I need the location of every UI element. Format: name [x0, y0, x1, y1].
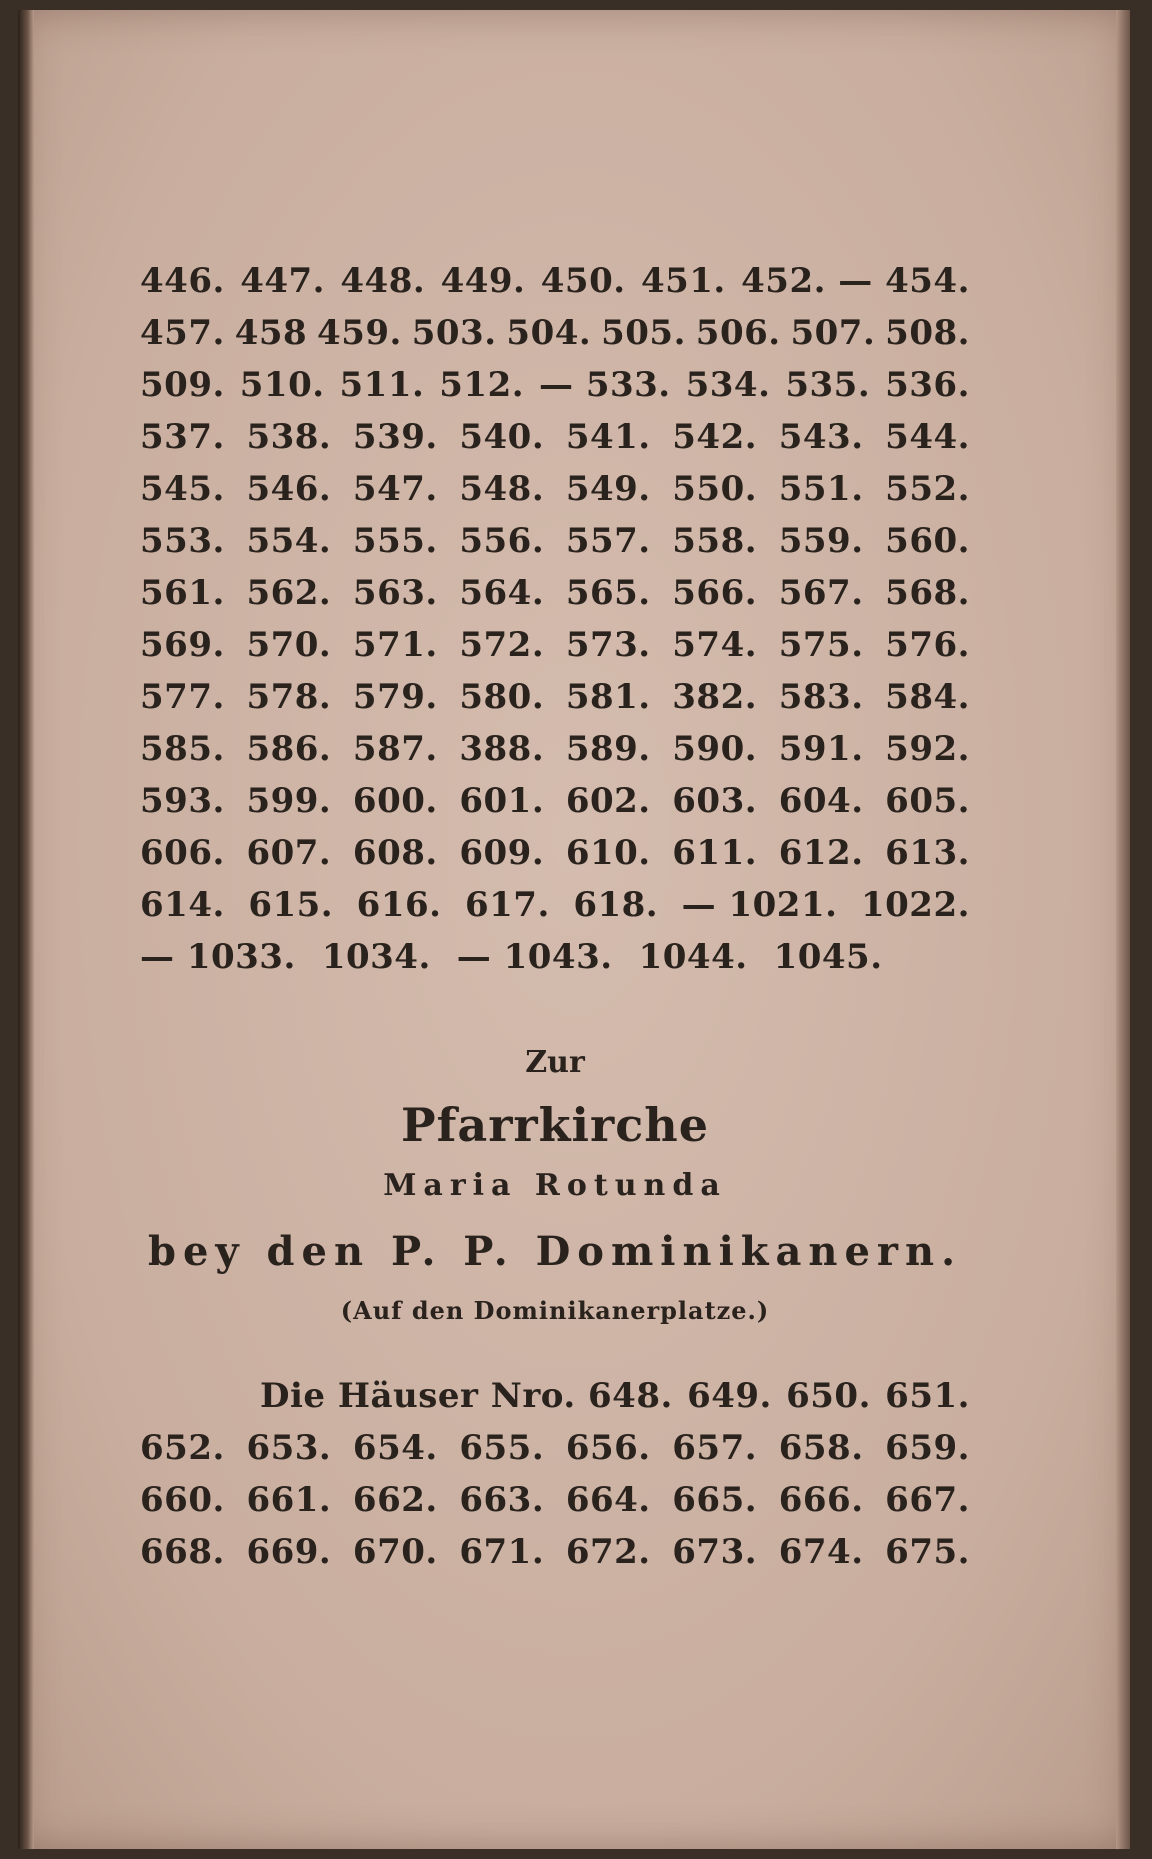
- house-number: 503.: [411, 313, 497, 353]
- house-number: 674.: [778, 1532, 864, 1572]
- house-number: 571.: [352, 625, 438, 665]
- house-number: — 533.: [539, 365, 671, 405]
- house-number: 545.: [140, 469, 225, 509]
- house-number: 547.: [352, 469, 438, 509]
- house-number: 611.: [672, 833, 758, 873]
- text-line: [140, 411, 970, 463]
- house-number: — 1043.: [456, 937, 613, 977]
- text-line: [140, 931, 970, 983]
- house-number: 541.: [565, 417, 651, 457]
- house-number: 664.: [565, 1480, 651, 1520]
- house-number: 616.: [356, 885, 442, 925]
- house-number: 457.: [140, 313, 225, 353]
- house-number: 505.: [601, 313, 686, 353]
- house-number: 670.: [352, 1532, 438, 1572]
- house-number: 447.: [240, 261, 325, 301]
- house-number: 537.: [140, 417, 225, 457]
- house-number: 649.: [687, 1376, 772, 1416]
- house-number: 577.: [140, 677, 225, 717]
- house-number: 609.: [459, 833, 545, 873]
- house-number: 593.: [140, 781, 225, 821]
- text-line: [140, 567, 970, 619]
- house-number: 452. — 454.: [741, 261, 970, 301]
- house-number: 546.: [246, 469, 332, 509]
- house-number-list: [140, 255, 970, 983]
- house-number: 617.: [464, 885, 550, 925]
- house-number: 604.: [778, 781, 864, 821]
- house-number: 534.: [685, 365, 771, 405]
- house-number: 654.: [352, 1428, 438, 1468]
- house-number: 590.: [672, 729, 758, 769]
- heading-maria-rotunda: Maria Rotunda: [383, 1168, 727, 1203]
- house-number: 665.: [672, 1480, 758, 1520]
- text-line: [140, 619, 970, 671]
- house-number: 672.: [565, 1532, 651, 1572]
- house-number: 564.: [459, 573, 545, 613]
- house-number: 559.: [778, 521, 864, 561]
- parish-house-list: [140, 1370, 970, 1578]
- house-number: 584.: [885, 677, 970, 717]
- house-number: 510.: [239, 365, 325, 405]
- house-number: 459.: [317, 313, 402, 353]
- house-number: 507.: [790, 313, 876, 353]
- heading-dominikanern: bey den P. P. Dominikanern.: [147, 1228, 963, 1275]
- house-number: 586.: [246, 729, 332, 769]
- house-number: 657.: [672, 1428, 758, 1468]
- house-number: 535.: [785, 365, 871, 405]
- page-edge: [1116, 10, 1130, 1849]
- house-number: 666.: [778, 1480, 864, 1520]
- text-line: [140, 515, 970, 567]
- house-number: 592.: [885, 729, 970, 769]
- house-number: 570.: [246, 625, 332, 665]
- text-line: [140, 1526, 970, 1578]
- house-number: 671.: [459, 1532, 545, 1572]
- text-line: [140, 255, 970, 307]
- house-number: 600.: [352, 781, 438, 821]
- house-number: 574.: [672, 625, 758, 665]
- house-number: 663.: [459, 1480, 545, 1520]
- house-number: 578.: [246, 677, 332, 717]
- text-line: [140, 723, 970, 775]
- house-number: 552.: [885, 469, 970, 509]
- house-number: 555.: [352, 521, 438, 561]
- text-line: [140, 463, 970, 515]
- house-number: 608.: [352, 833, 438, 873]
- book-gutter: [18, 10, 34, 1849]
- house-number: 504.: [506, 313, 592, 353]
- house-number: 655.: [459, 1428, 545, 1468]
- house-number: 388.: [459, 729, 545, 769]
- text-line: [140, 775, 970, 827]
- house-number: 659.: [885, 1428, 970, 1468]
- house-number: 673.: [672, 1532, 758, 1572]
- house-number: 536.: [885, 365, 970, 405]
- house-number: 1034.: [321, 937, 431, 977]
- house-number: 612.: [778, 833, 864, 873]
- house-number: 650.: [786, 1376, 871, 1416]
- house-number: 614.: [140, 885, 225, 925]
- house-number: 550.: [672, 469, 758, 509]
- house-number: 668.: [140, 1532, 225, 1572]
- house-number: 511.: [339, 365, 425, 405]
- house-number: 599.: [246, 781, 332, 821]
- house-number: 540.: [459, 417, 545, 457]
- heading-address: (Auf den Dominikanerplatze.): [340, 1296, 770, 1325]
- house-number: 553.: [140, 521, 225, 561]
- house-number: 658.: [778, 1428, 864, 1468]
- house-number: 551.: [778, 469, 864, 509]
- house-number: 512.: [439, 365, 525, 405]
- house-number: 561.: [140, 573, 225, 613]
- house-number: 613.: [885, 833, 970, 873]
- house-number: 458: [234, 313, 308, 353]
- house-number: 606.: [140, 833, 225, 873]
- house-number: 509.: [140, 365, 225, 405]
- text-line: [140, 671, 970, 723]
- house-number: 538.: [246, 417, 332, 457]
- house-number: 451.: [640, 261, 726, 301]
- house-number: 652.: [140, 1428, 225, 1468]
- house-number: 562.: [246, 573, 332, 613]
- text-line: [140, 1422, 970, 1474]
- house-number: 1044.: [638, 937, 748, 977]
- house-number: 575.: [778, 625, 864, 665]
- house-number: 548.: [459, 469, 545, 509]
- house-number: 587.: [352, 729, 438, 769]
- house-number: — 1021.: [681, 885, 838, 925]
- house-number: 603.: [672, 781, 758, 821]
- house-number: 568.: [885, 573, 970, 613]
- house-number: 544.: [885, 417, 970, 457]
- house-number: 607.: [246, 833, 332, 873]
- house-number: 450.: [540, 261, 626, 301]
- house-number: 675.: [885, 1532, 970, 1572]
- house-number: 576.: [885, 625, 970, 665]
- house-number: 583.: [778, 677, 864, 717]
- house-number: 446.: [140, 261, 225, 301]
- house-number: 651.: [885, 1376, 970, 1416]
- house-number: 554.: [246, 521, 332, 561]
- house-number: Die Häuser Nro. 648.: [260, 1376, 673, 1416]
- house-number: 567.: [778, 573, 864, 613]
- house-number: 605.: [885, 781, 970, 821]
- house-number: 543.: [778, 417, 864, 457]
- heading-pfarrkirche: Pfarrkirche: [401, 1098, 709, 1152]
- house-number: 1045.: [773, 937, 883, 977]
- house-number: 449.: [440, 261, 526, 301]
- house-number: 569.: [140, 625, 225, 665]
- text-line: [140, 307, 970, 359]
- house-number: 662.: [352, 1480, 438, 1520]
- house-number: 591.: [778, 729, 864, 769]
- house-number: 558.: [672, 521, 758, 561]
- house-number: 661.: [246, 1480, 332, 1520]
- house-number: 563.: [352, 573, 438, 613]
- house-number: 560.: [885, 521, 970, 561]
- house-number: 539.: [352, 417, 438, 457]
- house-number: 1022.: [860, 885, 970, 925]
- house-number: 669.: [246, 1532, 332, 1572]
- house-number: 579.: [352, 677, 438, 717]
- house-number: 580.: [459, 677, 545, 717]
- house-number: 618.: [573, 885, 659, 925]
- house-number: 615.: [248, 885, 334, 925]
- text-line: [140, 879, 970, 931]
- house-number: 602.: [565, 781, 651, 821]
- text-line: [140, 1370, 970, 1422]
- house-number: 549.: [565, 469, 651, 509]
- house-number: 585.: [140, 729, 225, 769]
- house-number: 508.: [885, 313, 970, 353]
- house-number: 581.: [565, 677, 651, 717]
- house-number: — 1033.: [140, 937, 296, 977]
- house-number: 656.: [565, 1428, 651, 1468]
- house-number: 610.: [565, 833, 651, 873]
- text-line: [140, 359, 970, 411]
- house-number: 506.: [695, 313, 781, 353]
- text-line: [140, 827, 970, 879]
- heading-zur: Zur: [525, 1045, 585, 1080]
- house-number: 557.: [565, 521, 651, 561]
- house-number: 601.: [459, 781, 545, 821]
- house-number: 448.: [340, 261, 426, 301]
- text-line: [140, 1474, 970, 1526]
- house-number: 565.: [565, 573, 651, 613]
- house-number: 382.: [672, 677, 758, 717]
- house-number: 667.: [885, 1480, 970, 1520]
- house-number: 660.: [140, 1480, 225, 1520]
- house-number: 556.: [459, 521, 545, 561]
- house-number: 572.: [459, 625, 545, 665]
- house-number: 653.: [246, 1428, 332, 1468]
- house-number: 566.: [672, 573, 758, 613]
- house-number: 589.: [565, 729, 651, 769]
- house-number: 542.: [672, 417, 758, 457]
- house-number: 573.: [565, 625, 651, 665]
